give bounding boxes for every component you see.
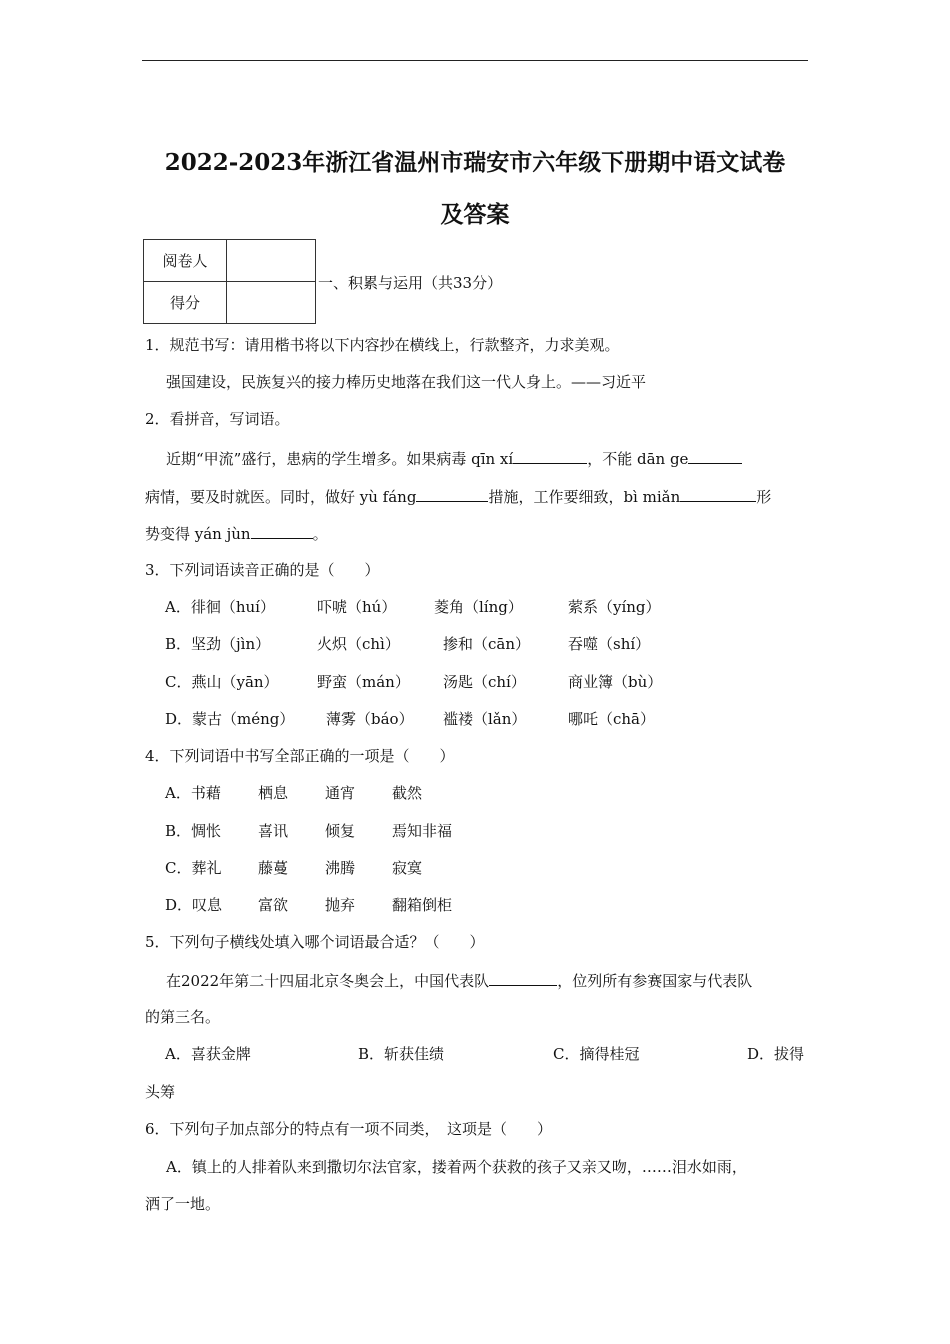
question-3-stem: 3．下列词语读音正确的是（ ） xyxy=(145,561,380,579)
answer-blank-yanjun[interactable] xyxy=(251,522,313,539)
document-title-line2: 及答案 xyxy=(440,201,510,228)
q3-option-d-4: 哪吒（chā） xyxy=(568,710,656,728)
q3-option-b-3: 掺和（cān） xyxy=(443,635,531,653)
q4-option-a-4: 截然 xyxy=(392,784,423,802)
q3-option-a-2: 吓唬（hú） xyxy=(317,598,397,616)
question-5-stem: 5．下列句子横线处填入哪个词语最合适？（ ） xyxy=(145,933,485,951)
q4-option-a-2: 栖息 xyxy=(258,784,289,802)
q4-option-a-1[interactable]: A．书藉 xyxy=(165,784,221,802)
q4-option-b-1[interactable]: B．惆怅 xyxy=(165,822,222,840)
question-2-text: 势变得 yán jùn xyxy=(145,525,251,543)
score-table-cell-reviewer xyxy=(227,240,316,282)
q3-option-a-3: 菱角（líng） xyxy=(434,598,523,616)
answer-blank-qinxi[interactable] xyxy=(513,447,587,464)
answer-blank-yufang[interactable] xyxy=(416,485,488,502)
q3-option-a-1[interactable]: A．徘徊（huí） xyxy=(165,598,275,616)
answer-blank-q5[interactable] xyxy=(489,969,557,986)
q4-option-d-3: 抛弃 xyxy=(325,896,356,914)
question-2-line3 xyxy=(145,522,328,545)
q5-option-d-wrap: 头筹 xyxy=(145,1083,176,1101)
section-heading: 一、积累与运用（共33分） xyxy=(318,274,503,292)
q4-option-c-1[interactable]: C．葬礼 xyxy=(165,859,222,877)
question-5-line2: 的第三名。 xyxy=(145,1008,221,1026)
q4-option-b-3: 倾复 xyxy=(325,822,356,840)
question-2-stem: 2．看拼音，写词语。 xyxy=(145,410,290,428)
q3-option-c-1[interactable]: C．燕山（yān） xyxy=(165,673,279,691)
q3-option-d-3: 褴褛（lǎn） xyxy=(443,710,527,728)
question-2-text: 近期“甲流”盛行，患病的学生增多。如果病毒 qīn xí xyxy=(166,450,514,468)
q4-option-d-1[interactable]: D．叹息 xyxy=(165,896,223,914)
q5-option-b[interactable]: B．斩获佳绩 xyxy=(358,1045,445,1063)
q6-option-a-line2: 洒了一地。 xyxy=(145,1195,221,1213)
q3-option-b-4: 吞噬（shí） xyxy=(568,635,651,653)
q3-option-a-4: 萦系（yíng） xyxy=(568,598,661,616)
score-table-label-reviewer: 阅卷人 xyxy=(144,240,227,282)
question-5-line1 xyxy=(166,969,752,992)
q6-option-a-line1[interactable]: A．镇上的人排着队来到撒切尔法官家，搂着两个获救的孩子又亲又吻，……泪水如雨， xyxy=(166,1158,747,1176)
question-5-text: ，位列所有参赛国家与代表队 xyxy=(557,972,753,990)
question-1-stem: 1．规范书写：请用楷书将以下内容抄在横线上，行款整齐，力求美观。 xyxy=(145,336,620,354)
question-2-line1 xyxy=(166,447,742,470)
answer-blank-dange[interactable] xyxy=(688,447,742,464)
q5-option-c[interactable]: C．摘得桂冠 xyxy=(553,1045,640,1063)
question-6-stem: 6．下列句子加点部分的特点有一项不同类， 这项是（ ） xyxy=(145,1120,553,1138)
q5-option-d[interactable]: D．拔得 xyxy=(747,1045,805,1063)
q4-option-c-2: 藤蔓 xyxy=(258,859,289,877)
question-2-text: ，不能 dān ge xyxy=(587,450,689,468)
score-table-label-score: 得分 xyxy=(144,282,227,324)
question-2-line2 xyxy=(145,485,771,508)
q3-option-c-4: 商业簿（bù） xyxy=(568,673,663,691)
question-2-text: 形 xyxy=(756,488,772,506)
score-table-cell-score xyxy=(227,282,316,324)
q4-option-b-2: 喜讯 xyxy=(258,822,289,840)
q3-option-b-2: 火炽（chì） xyxy=(317,635,400,653)
q4-option-c-4: 寂寞 xyxy=(392,859,423,877)
q4-option-d-2: 富欲 xyxy=(258,896,289,914)
question-2-text: 病情，要及时就医。同时，做好 yù fáng xyxy=(145,488,417,506)
question-2-text: 。 xyxy=(312,525,328,543)
answer-blank-bimian[interactable] xyxy=(680,485,756,502)
q3-option-d-1[interactable]: D．蒙古（méng） xyxy=(165,710,295,728)
question-1-quote: 强国建设，民族复兴的接力棒历史地落在我们这一代人身上。——习近平 xyxy=(166,373,647,391)
q3-option-c-3: 汤匙（chí） xyxy=(443,673,526,691)
q4-option-a-3: 通宵 xyxy=(325,784,356,802)
document-title-line1: 2022-2023年浙江省温州市瑞安市六年级下册期中语文试卷 xyxy=(164,149,786,176)
q3-option-d-2: 薄雾（báo） xyxy=(326,710,414,728)
header-rule xyxy=(142,60,808,61)
q4-option-d-4: 翻箱倒柜 xyxy=(392,896,453,914)
q4-option-b-4: 焉知非福 xyxy=(392,822,453,840)
q3-option-b-1[interactable]: B．坚劲（jìn） xyxy=(165,635,271,653)
question-5-text: 在2022年第二十四届北京冬奥会上，中国代表队 xyxy=(166,972,490,990)
q4-option-c-3: 沸腾 xyxy=(325,859,356,877)
q3-option-c-2: 野蛮（mán） xyxy=(317,673,410,691)
q5-option-a[interactable]: A．喜获金牌 xyxy=(165,1045,251,1063)
score-table xyxy=(143,239,316,324)
question-4-stem: 4．下列词语中书写全部正确的一项是（ ） xyxy=(145,747,455,765)
question-2-text: 措施，工作要细致，bì miǎn xyxy=(488,488,681,506)
